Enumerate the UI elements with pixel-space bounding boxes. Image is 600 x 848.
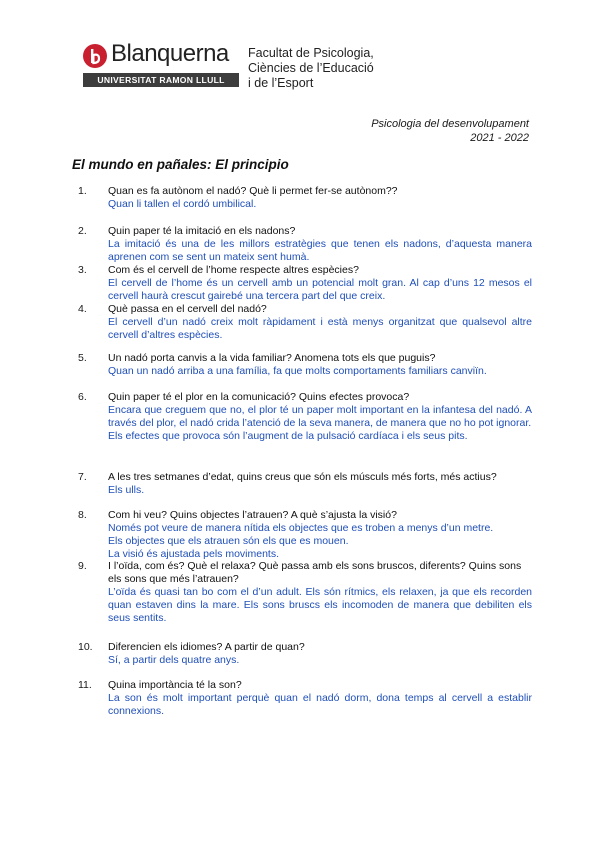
question-number: 4. xyxy=(78,303,87,315)
question-text: Un nadó porta canvis a la vida familiar? Anomena tots els que puguis? xyxy=(108,352,436,364)
question-number: 2. xyxy=(78,225,87,237)
question-item xyxy=(72,641,532,667)
question-text: Diferencien els idiomes? A partir de quan? xyxy=(108,641,305,653)
question-item xyxy=(72,264,532,303)
question-text: A les tres setmanes d’edat, quins creus que són els músculs més forts, més actius? xyxy=(108,471,497,483)
question-number: 1. xyxy=(78,185,87,197)
question-text: Com és el cervell de l’home respecte altres espècies? xyxy=(108,264,359,276)
question-number: 5. xyxy=(78,352,87,364)
question-number: 8. xyxy=(78,509,87,521)
question-item xyxy=(72,471,532,497)
university-name: UNIVERSITAT RAMON LLULL xyxy=(83,73,239,87)
course-year: 2021 - 2022 xyxy=(470,132,529,144)
question-text: Quin paper té la imitació en els nadons? xyxy=(108,225,296,237)
brand-name: Blanquerna xyxy=(111,40,229,67)
answer-text: Quan li tallen el cordó umbilical. xyxy=(108,198,257,210)
answer-text: Només pot veure de manera nítida els objectes que es troben a menys d’un metre. xyxy=(108,522,494,534)
faculty-name xyxy=(248,46,374,91)
answer-text: Els objectes que els atrauen són els que es mouen. xyxy=(108,535,349,547)
question-text: Què passa en el cervell del nadó? xyxy=(108,303,267,315)
question-item xyxy=(72,303,532,342)
answer-text: L’oïda és quasi tan bo com el d’un adult. Els són rítmics, els relaxen, ja que els recorden quan estaven dins la mare. Els sons bruscs els incomoden de manera que debiliten els seus sentits. xyxy=(108,586,532,624)
answer-text: Els efectes que provoca són l’augment de la pulsació cardíaca i els seus pits. xyxy=(108,430,468,442)
question-item xyxy=(72,509,532,561)
answer-text: La visió és ajustada pels moviments. xyxy=(108,548,279,560)
question-number: 6. xyxy=(78,391,87,403)
course-subject: Psicologia del desenvolupament xyxy=(371,118,529,130)
question-text: Quina importància té la son? xyxy=(108,679,242,691)
question-number: 11. xyxy=(78,679,92,691)
question-item xyxy=(72,560,532,625)
question-number: 3. xyxy=(78,264,87,276)
answer-text: El cervell d’un nadó creix molt ràpidament i està menys organitzat que qualsevol altre cervell d’altres espècies. xyxy=(108,316,532,341)
answer-text: Quan un nadó arriba a una família, fa que molts comportaments familiars canviïn. xyxy=(108,365,487,377)
answer-text: Encara que creguem que no, el plor té un paper molt important en la infantesa del nadó. A través del plor, el nadó crida l’atenció de la seva manera, de manera que no ho pot ignorar. xyxy=(108,404,532,429)
question-text: Com hi veu? Quins objectes l’atrauen? A què s’ajusta la visió? xyxy=(108,509,397,521)
question-number: 7. xyxy=(78,471,87,483)
answer-text: El cervell de l’home és un cervell amb un potencial molt gran. Al cap d’uns 12 mesos el cervell haurà crescut gairebé una tercera part del que creix. xyxy=(108,277,532,302)
question-text: Quan es fa autònom el nadó? Què li permet fer-se autònom?? xyxy=(108,185,398,197)
question-number: 9. xyxy=(78,560,87,572)
question-number: 10. xyxy=(78,641,93,653)
document-title: El mundo en pañales: El principio xyxy=(72,157,289,172)
faculty-line: Facultat de Psicologia, xyxy=(248,46,374,60)
answer-text: La imitació és una de les millors estratègies que tenen els nadons, d’aquesta manera aprenen com se sent un mateix sent humà. xyxy=(108,238,532,263)
question-text: I l’oïda, com és? Què el relaxa? Què passa amb els sons bruscos, diferents? Quins sons els sons que més l’atrauen? xyxy=(108,560,522,585)
faculty-line: i de l’Esport xyxy=(248,76,314,90)
answer-text: La son és molt important perquè quan el nadó dorm, dona temps al cervell a establir connexions. xyxy=(108,692,532,717)
document-header xyxy=(83,40,523,100)
question-item xyxy=(72,679,532,718)
question-item xyxy=(72,352,532,378)
answer-text: Els ulls. xyxy=(108,484,145,496)
question-item xyxy=(72,391,532,443)
blanquerna-b-icon xyxy=(83,44,107,68)
question-item xyxy=(72,185,532,211)
faculty-line: Ciències de l’Educació xyxy=(248,61,374,75)
course-info xyxy=(371,117,529,145)
question-text: Quin paper té el plor en la comunicació? Quins efectes provoca? xyxy=(108,391,410,403)
question-item xyxy=(72,225,532,264)
answer-text: Sí, a partir dels quatre anys. xyxy=(108,654,240,666)
